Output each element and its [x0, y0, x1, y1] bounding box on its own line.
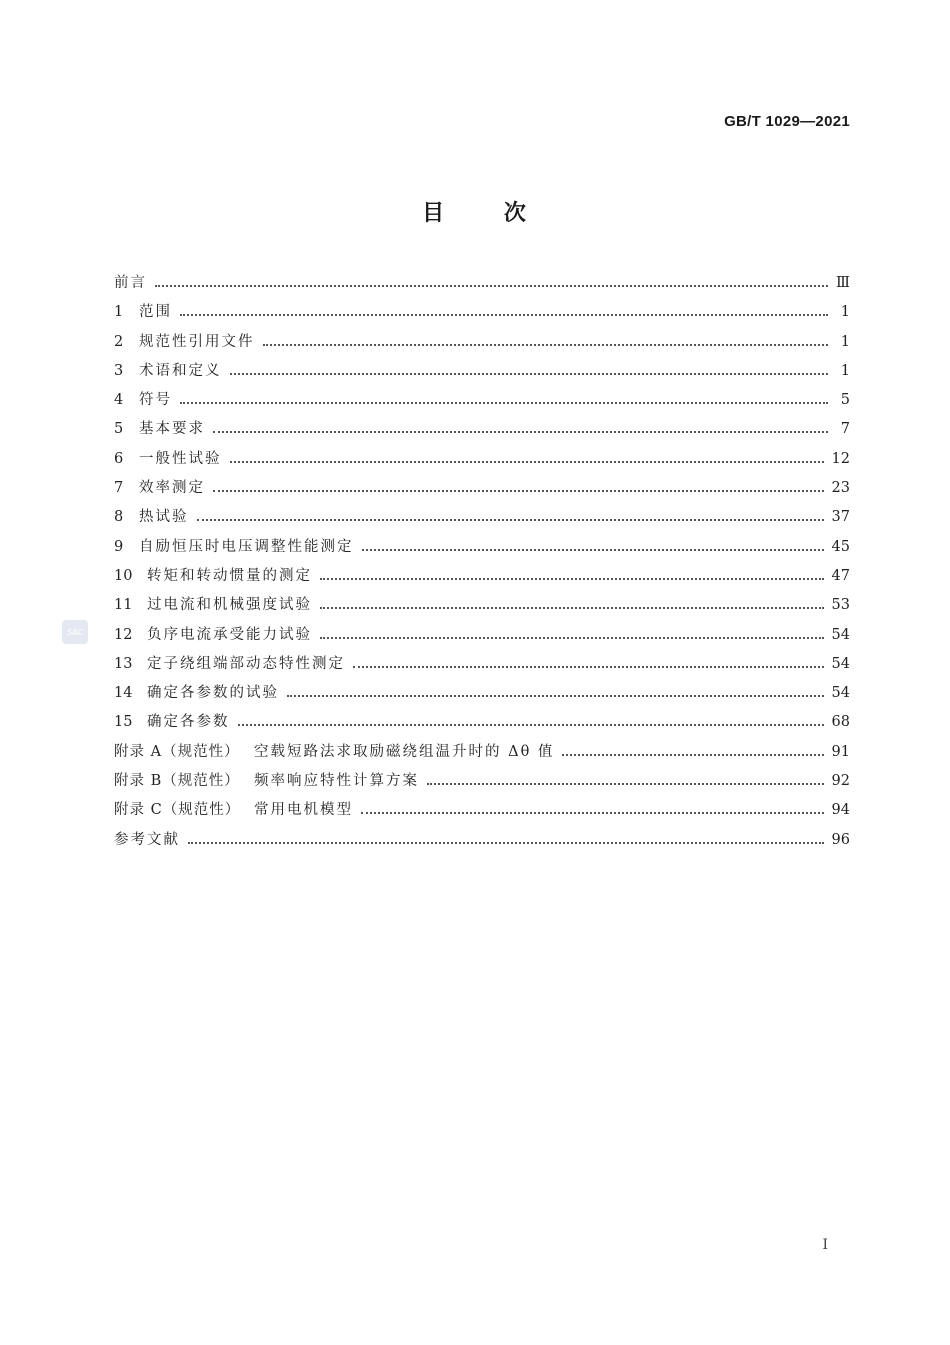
toc-entry-11[interactable]: [114, 593, 850, 622]
dot-leader: [361, 811, 824, 814]
toc-title: 参考文献: [114, 831, 180, 848]
dot-leader: [287, 694, 824, 697]
toc-number: 3: [114, 362, 124, 379]
toc-page-number: 37: [831, 509, 850, 526]
toc-title: 定子绕组端部动态特性测定: [147, 655, 345, 672]
dot-leader: [238, 723, 824, 726]
toc-number: 1: [114, 304, 124, 321]
toc-number: 10: [114, 567, 133, 584]
toc-page-number: 68: [831, 714, 850, 731]
dot-leader: [353, 665, 824, 668]
toc-page-number: 54: [831, 655, 850, 672]
toc-entry-7[interactable]: [114, 476, 850, 505]
page-folio: I: [822, 1237, 828, 1253]
toc-appendix-label: 附录 C（规范性）: [114, 802, 241, 819]
dot-leader: [230, 372, 829, 375]
toc-number: 7: [114, 480, 124, 497]
toc-page-number: 54: [831, 626, 850, 643]
toc-title: 热试验: [139, 509, 189, 526]
toc-entry-1[interactable]: [114, 300, 850, 329]
toc-entry-6[interactable]: [114, 447, 850, 476]
toc-number: 2: [114, 333, 124, 350]
toc-page-number: 5: [840, 392, 850, 409]
toc-title: 自励恒压时电压调整性能测定: [139, 538, 354, 555]
toc-entry-5[interactable]: [114, 417, 850, 446]
toc-page-number: 23: [831, 480, 850, 497]
dot-leader: [562, 753, 823, 756]
toc-title: 规范性引用文件: [139, 333, 255, 350]
toc-title: 术语和定义: [139, 362, 222, 379]
toc-number: 12: [114, 626, 133, 643]
table-of-contents: [114, 271, 850, 857]
toc-number: 8: [114, 509, 124, 526]
dot-leader: [188, 841, 824, 844]
toc-page-number: 47: [831, 567, 850, 584]
toc-number: 14: [114, 685, 133, 702]
dot-leader: [155, 284, 828, 287]
toc-title: 频率响应特性计算方案: [254, 773, 419, 790]
dot-leader: [180, 313, 828, 316]
toc-page-number: 45: [831, 538, 850, 555]
toc-title: 过电流和机械强度试验: [147, 597, 312, 614]
toc-title: 常用电机模型: [254, 802, 353, 819]
toc-page-number: 12: [831, 450, 850, 467]
toc-number: 4: [114, 392, 124, 409]
dot-leader: [320, 577, 824, 580]
toc-page-number: 92: [831, 773, 850, 790]
toc-entry-appendix-c[interactable]: [114, 798, 850, 827]
toc-number: 9: [114, 538, 124, 555]
toc-title: 前言: [114, 275, 147, 291]
toc-entry-13[interactable]: [114, 652, 850, 681]
toc-page-number: 94: [831, 802, 850, 819]
toc-title: 空载短路法求取励磁绕组温升时的 Δθ 值: [254, 743, 555, 760]
toc-page-number: 7: [840, 421, 850, 438]
toc-entry-appendix-a[interactable]: [114, 740, 850, 769]
dot-leader: [213, 489, 824, 492]
toc-page-number: 54: [831, 685, 850, 702]
toc-page-number: 1: [840, 304, 850, 321]
toc-entry-2[interactable]: [114, 330, 850, 359]
dot-leader: [427, 782, 824, 785]
toc-title: 负序电流承受能力试验: [147, 626, 312, 643]
dot-leader: [197, 518, 824, 521]
toc-number: 6: [114, 450, 124, 467]
toc-entry-12[interactable]: [114, 623, 850, 652]
toc-entry-15[interactable]: [114, 710, 850, 739]
toc-title: 基本要求: [139, 421, 205, 438]
toc-entry-references[interactable]: [114, 828, 850, 857]
dot-leader: [320, 636, 824, 639]
toc-entry-9[interactable]: [114, 535, 850, 564]
dot-leader: [230, 460, 824, 463]
toc-appendix-label: 附录 B（规范性）: [114, 773, 240, 790]
toc-entry-appendix-b[interactable]: [114, 769, 850, 798]
page-title: 目 次: [422, 201, 528, 226]
toc-entry-14[interactable]: [114, 681, 850, 710]
toc-title: 效率测定: [139, 480, 205, 497]
toc-title: 范围: [139, 304, 172, 321]
standard-code: GB/T 1029—2021: [724, 113, 850, 130]
toc-page-number: Ⅲ: [836, 275, 850, 291]
toc-page-number: 1: [840, 362, 850, 379]
toc-number: 11: [114, 597, 133, 614]
toc-entry-foreword[interactable]: [114, 271, 850, 300]
dot-leader: [180, 401, 828, 404]
toc-page-number: 1: [840, 333, 850, 350]
toc-number: 15: [114, 714, 133, 731]
dot-leader: [263, 343, 829, 346]
dot-leader: [362, 548, 824, 551]
toc-title: 一般性试验: [139, 450, 222, 467]
toc-title: 符号: [139, 392, 172, 409]
toc-title: 确定各参数: [147, 714, 230, 731]
toc-page-number: 91: [831, 743, 850, 760]
toc-number: 13: [114, 655, 133, 672]
dot-leader: [213, 430, 828, 433]
toc-page-number: 96: [831, 831, 850, 848]
toc-title: 确定各参数的试验: [147, 685, 279, 702]
toc-entry-8[interactable]: [114, 505, 850, 534]
toc-entry-10[interactable]: [114, 564, 850, 593]
toc-entry-3[interactable]: [114, 359, 850, 388]
toc-appendix-label: 附录 A（规范性）: [114, 743, 240, 760]
toc-title: 转矩和转动惯量的测定: [147, 567, 312, 584]
toc-page-number: 53: [831, 597, 850, 614]
dot-leader: [320, 606, 824, 609]
sac-logo-watermark: SAC: [62, 620, 88, 644]
toc-entry-4[interactable]: [114, 388, 850, 417]
toc-number: 5: [114, 421, 124, 438]
